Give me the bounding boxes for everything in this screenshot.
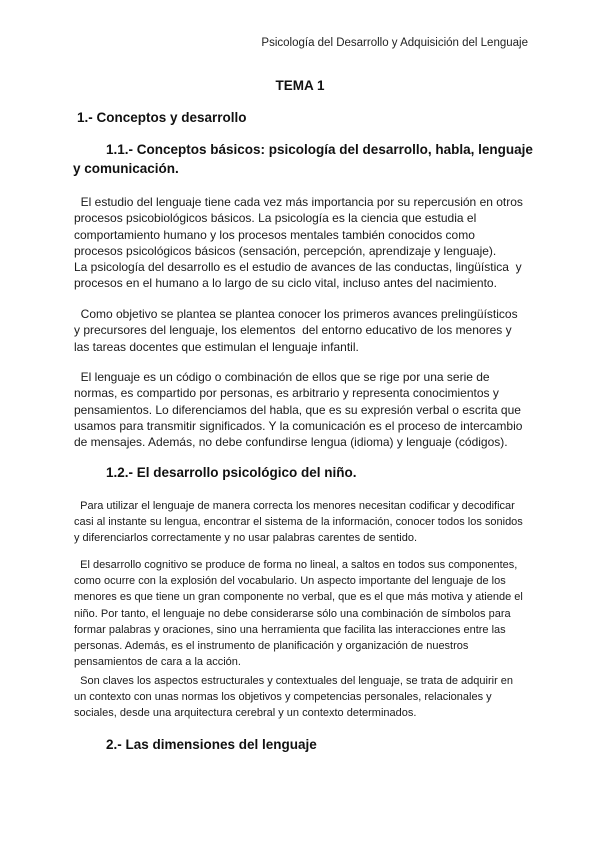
text-line: como ocurre con la explosión del vocabulario. Un aspecto importante del lenguaje de los <box>74 575 506 588</box>
paragraph-desarrollo-cognitivo <box>74 557 534 670</box>
text-line: pensamientos. Lo diferenciamos del habla, que es su expresión verbal o escrita que <box>74 402 521 417</box>
text-line: las tareas docentes que estimulan el lenguaje infantil. <box>74 339 359 354</box>
text-line: comportamiento humano y los procesos mentales también conocidos como <box>74 227 475 242</box>
text-line: niño. Por tanto, el lenguaje no debe considerarse sólo una combinación de símbolos para <box>74 607 511 620</box>
paragraph-utilizar-lenguaje <box>74 498 534 547</box>
page-title: TEMA 1 <box>275 78 325 93</box>
text-line: y precursores del lenguaje, los elementos del entorno educativo de los menores y <box>74 323 512 338</box>
text-line: Son claves los aspectos estructurales y contextuales del lenguaje, se trata de adquirir en <box>74 675 514 687</box>
paragraph-aspectos-claves <box>74 673 534 722</box>
text-line: un contexto con unas normas los objetivos y competencias personales, relacionales y <box>74 691 492 704</box>
text-line: procesos en el humano a lo largo de su ciclo vital, incluso antes del nacimiento. <box>74 276 497 291</box>
text-line: menores es que tiene un gran componente no verbal, que es el que más motiva y atiende el <box>74 591 523 604</box>
paragraph-objetivo <box>74 306 534 355</box>
text-line: de mensajes. Además, no debe confundirse lengua (idioma) y lenguaje (códigos). <box>74 435 508 450</box>
running-header: Psicología del Desarrollo y Adquisición del Lenguaje <box>261 37 528 49</box>
text-line: normas, es compartido por personas, es arbitrario y representa conocimientos y <box>74 386 499 401</box>
text-line: El desarrollo cognitivo se produce de forma no lineal, a saltos en todos sus componentes, <box>74 559 518 571</box>
text-line: Para utilizar el lenguaje de manera correcta los menores necesitan codificar y decodificar <box>74 500 515 512</box>
subsection-heading-1-2: 1.2.- El desarrollo psicológico del niño. <box>106 465 357 480</box>
text-line: El estudio del lenguaje tiene cada vez más importancia por su repercusión en otros <box>74 195 523 209</box>
paragraph-definicion-lenguaje <box>74 369 534 450</box>
subsection-heading-1-1: 1.1.- Conceptos básicos: psicología del desarrollo, habla, lenguaje y comunicación. <box>73 142 533 176</box>
text-line: pensamientos de cara a la acción. <box>74 656 241 669</box>
section-heading-2: 2.- Las dimensiones del lenguaje <box>106 737 317 752</box>
text-line: Como objetivo se plantea se plantea conocer los primeros avances prelingüísticos <box>74 307 518 321</box>
text-line: formar palabras y oraciones, sino una herramienta que facilita las interacciones entre las <box>74 623 506 636</box>
text-line: procesos psicobiológicos básicos. La psicología es la ciencia que estudia el <box>74 211 477 226</box>
paragraph-lenguaje-importancia <box>74 194 534 292</box>
text-line: sociales, desde una arquitectura cerebral y un contexto determinados. <box>74 707 417 720</box>
text-line: y diferenciarlos correctamente y no usar palabras carentes de sentido. <box>74 532 418 545</box>
text-line: usamos para transmitir significados. Y la comunicación es el proceso de intercambio <box>74 418 523 433</box>
text-line: personas. Además, es el instrumento de planificación y organización de nuestros <box>74 640 469 653</box>
text-line: El lenguaje es un código o combinación de ellos que se rige por una serie de <box>74 370 490 384</box>
section-heading-1: 1.- Conceptos y desarrollo <box>77 110 247 125</box>
text-line: La psicología del desarrollo es el estudio de avances de las conductas, lingüística y <box>74 260 522 275</box>
text-line: procesos psicológicos básicos (sensación, percepción, aprendizaje y lenguaje). <box>74 243 497 258</box>
text-line: casi al instante su lengua, encontrar el sistema de la información, conocer todos los sonidos <box>74 516 523 529</box>
